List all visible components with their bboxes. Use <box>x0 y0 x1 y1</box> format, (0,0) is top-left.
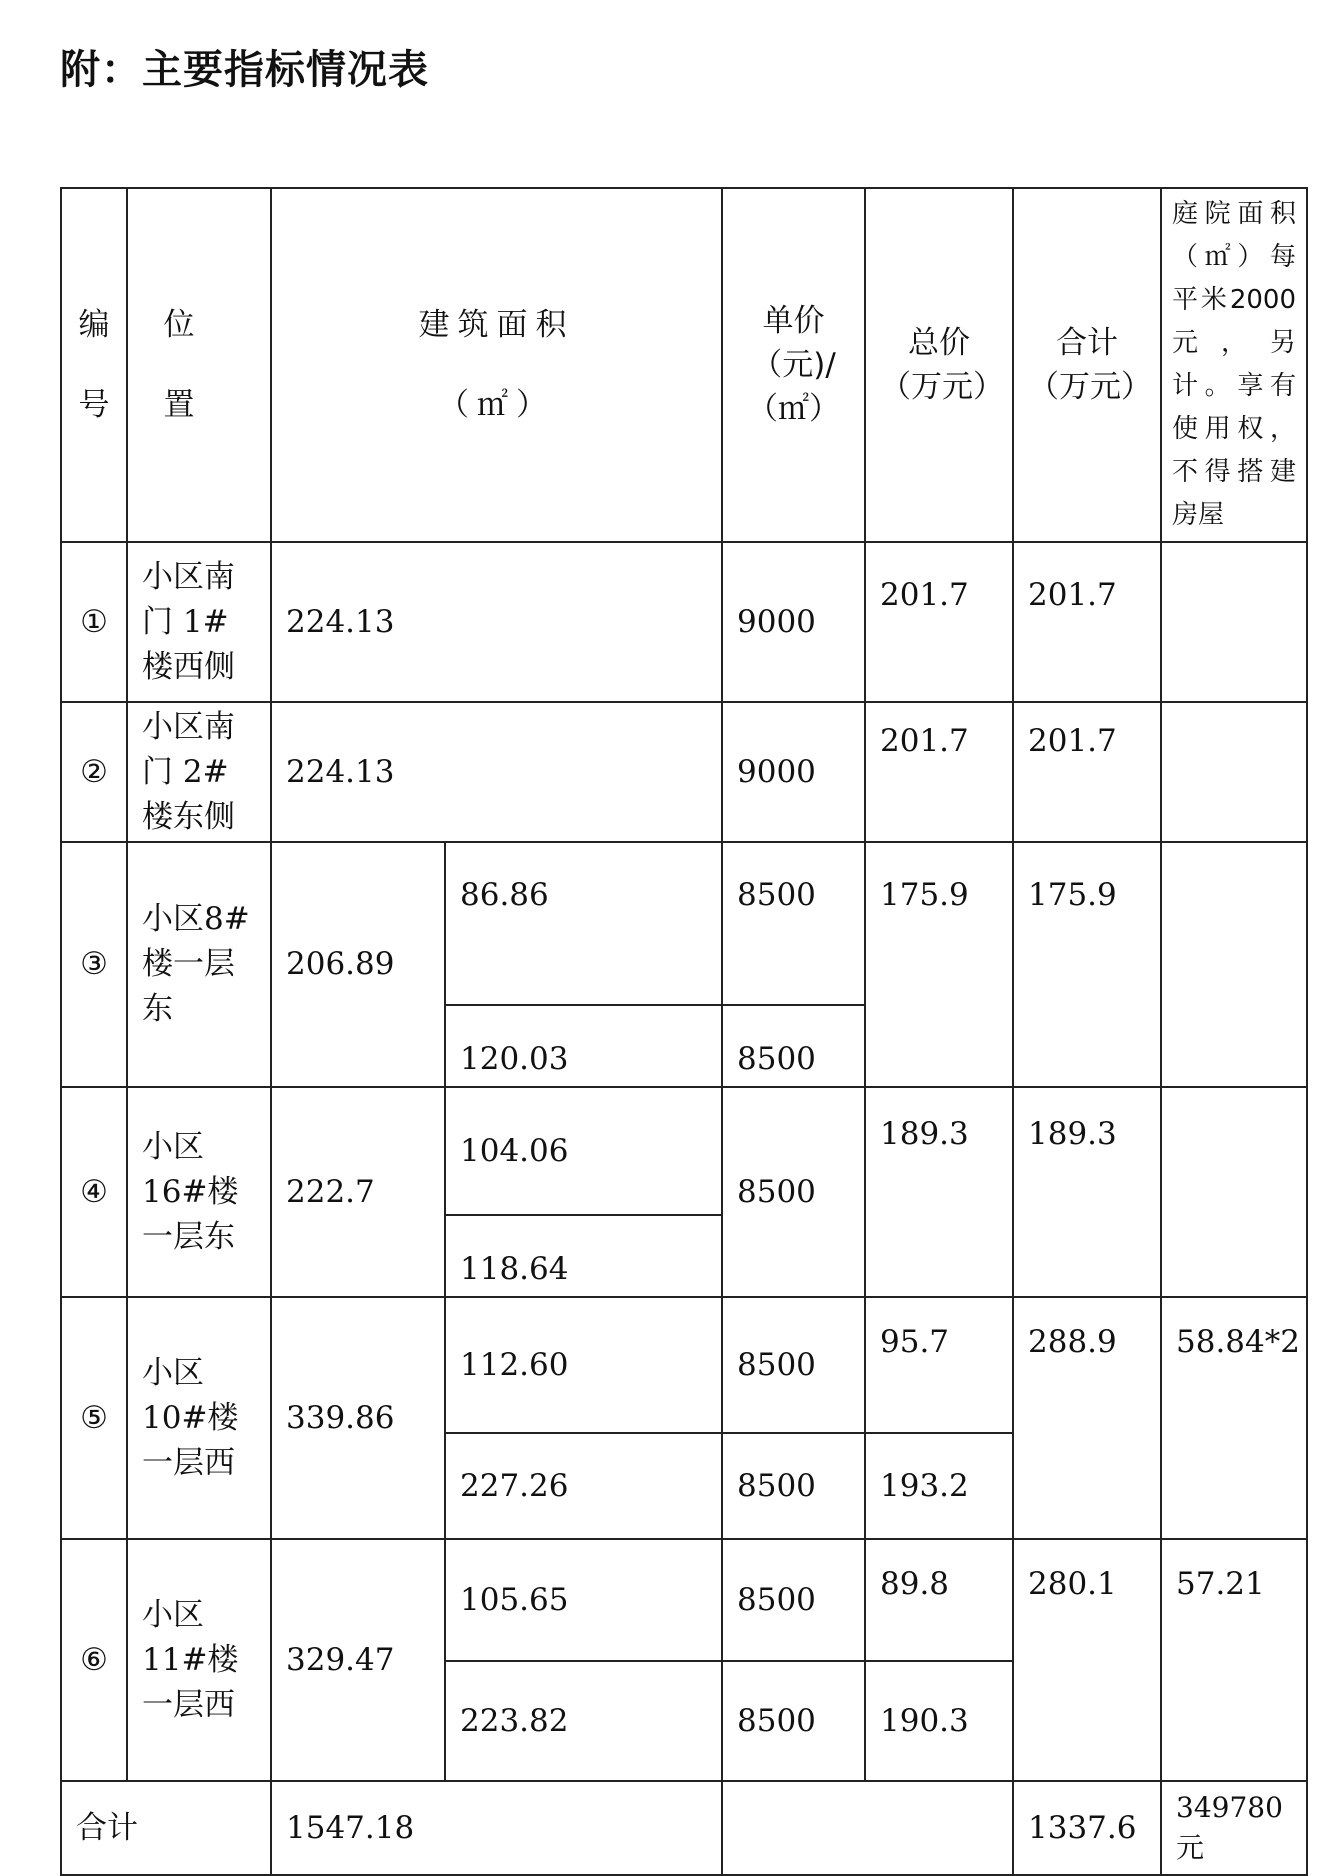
row-sum: 175.9 <box>1013 842 1161 1087</box>
row-sum: 288.9 <box>1013 1297 1161 1539</box>
row-sum: 201.7 <box>1013 542 1161 702</box>
row-total-price: 175.9 <box>865 842 1013 1087</box>
row-total-price: 89.8 <box>865 1539 1013 1661</box>
table-row <box>61 842 1307 1005</box>
row-number: ② <box>61 702 127 842</box>
row-unit-price: 8500 <box>722 842 865 1005</box>
row-yard <box>1161 1087 1307 1297</box>
table-row <box>61 1539 1307 1661</box>
header-row <box>61 188 1307 542</box>
header-sum-label: 合计（万元） <box>1028 325 1152 405</box>
row-unit-price: 9000 <box>722 542 865 702</box>
row-yard: 58.84*2 <box>1161 1297 1307 1539</box>
table-row <box>61 1087 1307 1215</box>
row-total-price: 201.7 <box>865 702 1013 842</box>
row-unit-price: 8500 <box>722 1005 865 1087</box>
row-location: 小区10#楼一层西 <box>127 1297 271 1539</box>
header-location <box>127 188 271 542</box>
header-area-label: 建筑面积（㎡） <box>418 307 575 423</box>
row-sub-area: 227.26 <box>445 1433 722 1539</box>
row-sum: 189.3 <box>1013 1087 1161 1297</box>
header-unit-price-label: 单价（元)/（㎡） <box>747 303 840 427</box>
total-area: 1547.18 <box>271 1781 722 1875</box>
row-area: 339.86 <box>271 1297 445 1539</box>
row-location: 小区11#楼一层西 <box>127 1539 271 1781</box>
header-total-price-label: 总价（万元） <box>880 325 1004 405</box>
row-yard <box>1161 542 1307 702</box>
row-total-price: 193.2 <box>865 1433 1013 1539</box>
header-sum <box>1013 188 1161 542</box>
page-title: 附：主要指标情况表 <box>60 47 429 93</box>
row-area: 224.13 <box>271 702 722 842</box>
total-sum: 1337.6 <box>1013 1781 1161 1875</box>
row-unit-price: 9000 <box>722 702 865 842</box>
row-sub-area: 112.60 <box>445 1297 722 1433</box>
row-total-price: 95.7 <box>865 1297 1013 1433</box>
header-yard <box>1161 188 1307 542</box>
row-total-price: 189.3 <box>865 1087 1013 1297</box>
row-sum: 280.1 <box>1013 1539 1161 1781</box>
total-label: 合计 <box>61 1781 271 1875</box>
row-area: 329.47 <box>271 1539 445 1781</box>
row-sub-area: 105.65 <box>445 1539 722 1661</box>
row-area: 224.13 <box>271 542 722 702</box>
row-number: ③ <box>61 842 127 1087</box>
header-total-price <box>865 188 1013 542</box>
row-number: ⑥ <box>61 1539 127 1781</box>
total-unit-price <box>722 1781 1013 1875</box>
row-unit-price: 8500 <box>722 1661 865 1781</box>
row-unit-price: 8500 <box>722 1433 865 1539</box>
row-total-price: 201.7 <box>865 542 1013 702</box>
row-total-price: 190.3 <box>865 1661 1013 1781</box>
header-no-label: 编号 <box>78 307 110 423</box>
row-number: ④ <box>61 1087 127 1297</box>
row-sum: 201.7 <box>1013 702 1161 842</box>
row-sub-area: 118.64 <box>445 1215 722 1297</box>
table-row <box>61 702 1307 842</box>
row-unit-price: 8500 <box>722 1087 865 1297</box>
header-no <box>61 188 127 542</box>
row-unit-price: 8500 <box>722 1297 865 1433</box>
table-row <box>61 542 1307 702</box>
indicator-table <box>60 187 1308 1876</box>
row-yard <box>1161 702 1307 842</box>
table-row <box>61 1297 1307 1433</box>
row-number: ① <box>61 542 127 702</box>
row-yard <box>1161 842 1307 1087</box>
row-location: 小区南门 2#楼东侧 <box>127 702 271 842</box>
row-unit-price: 8500 <box>722 1539 865 1661</box>
header-unit-price <box>722 188 865 542</box>
total-yard: 349780元 <box>1161 1781 1307 1875</box>
row-sub-area: 223.82 <box>445 1661 722 1781</box>
row-sub-area: 104.06 <box>445 1087 722 1215</box>
row-sub-area: 120.03 <box>445 1005 722 1087</box>
row-number: ⑤ <box>61 1297 127 1539</box>
header-area <box>271 188 722 542</box>
row-sub-area: 86.86 <box>445 842 722 1005</box>
row-area: 206.89 <box>271 842 445 1087</box>
row-location: 小区8#楼一层东 <box>127 842 271 1087</box>
row-location: 小区16#楼一层东 <box>127 1087 271 1297</box>
total-row <box>61 1781 1307 1875</box>
row-location: 小区南门 1#楼西侧 <box>127 542 271 702</box>
row-area: 222.7 <box>271 1087 445 1297</box>
header-yard-label: 庭院面积（㎡）每平米2000元，另计。享有使用权，不得搭建房屋 <box>1172 199 1296 530</box>
row-yard: 57.21 <box>1161 1539 1307 1781</box>
header-location-label: 位置 <box>163 307 235 423</box>
